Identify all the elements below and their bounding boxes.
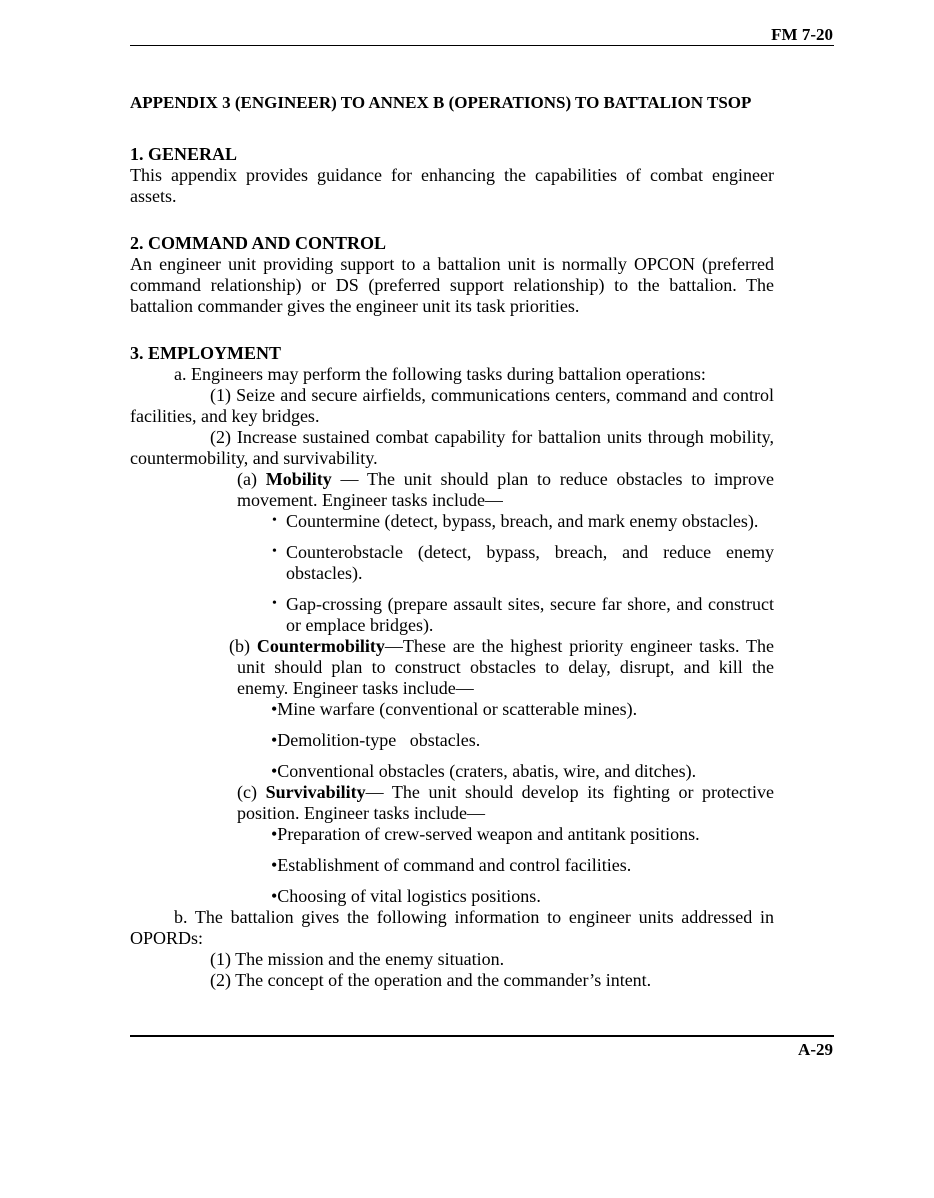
document-body [130,92,774,991]
list-item: • Gap-crossing (prepare assault sites, secure far shore, and construct or emplace bridges). [272,594,774,635]
mobility-paragraph: (a) Mobility — The unit should plan to reduce obstacles to improve movement. Engineer tasks include— [237,469,774,510]
mobility-term: Mobility [265,469,332,489]
list-item: •Choosing of vital logistics positions. [271,886,541,906]
item-a-intro: a. Engineers may perform the following tasks during battalion operations: [174,364,706,384]
bullet-icon: • [272,544,277,559]
section-2-heading: 2. COMMAND AND CONTROL [130,233,386,253]
list-item: • Countermine (detect, bypass, breach, and mark enemy obstacles). [272,511,759,531]
document-id: FM 7-20 [771,25,833,44]
list-item: •Conventional obstacles (craters, abatis, wire, and ditches). [271,761,697,781]
bullet-icon: • [272,596,277,611]
item-b1: (1) The mission and the enemy situation. [210,949,505,969]
survivability-list [271,824,774,907]
list-item: •Mine warfare (conventional or scatterable mines). [271,699,638,719]
survivability-term: Survivability [265,782,366,802]
countermobility-list [271,699,774,782]
item-a2: (2) Increase sustained combat capability for battalion units through mobility, countermobility, and survivability. [130,427,774,468]
list-item: •Demolition-type obstacles. [271,730,481,750]
section-1-heading: 1. GENERAL [130,144,238,164]
header-rule [130,45,834,46]
list-item: • Counterobstacle (detect, bypass, breach, and reduce enemy obstacles). [272,542,774,583]
page-number: A-29 [798,1040,833,1059]
section-2-body: An engineer unit providing support to a battalion unit is normally OPCON (preferred command relationship) or DS (preferred support relationship) to the battalion. The battalion commander gives the engineer unit its task priorities. [130,254,774,316]
list-item: •Establishment of command and control facilities. [271,855,632,875]
countermobility-term: Countermobility [256,636,385,656]
section-1-body: This appendix provides guidance for enhancing the capabilities of combat engineer assets. [130,165,774,206]
survivability-paragraph: (c) Survivability— The unit should develop its fighting or protective position. Engineer tasks include— [237,782,774,823]
appendix-title: APPENDIX 3 (ENGINEER) TO ANNEX B (OPERATIONS) TO BATTALION TSOP [130,93,752,112]
bullet-icon: • [272,513,277,528]
section-3-heading: 3. EMPLOYMENT [130,343,281,363]
mobility-list [272,511,774,636]
item-b-intro: b. The battalion gives the following information to engineer units addressed in OPORDs: [130,907,774,948]
item-a1: (1) Seize and secure airfields, communications centers, command and control facilities, and key bridges. [130,385,774,426]
item-b2: (2) The concept of the operation and the commander’s intent. [210,970,652,990]
countermobility-paragraph: (b) Countermobility—These are the highest priority engineer tasks. The unit should plan to construct obstacles to delay, disrupt, and kill the enemy. Engineer tasks include— [229,636,774,698]
list-item: •Preparation of crew-served weapon and antitank positions. [271,824,700,844]
footer-rule [130,1035,834,1037]
